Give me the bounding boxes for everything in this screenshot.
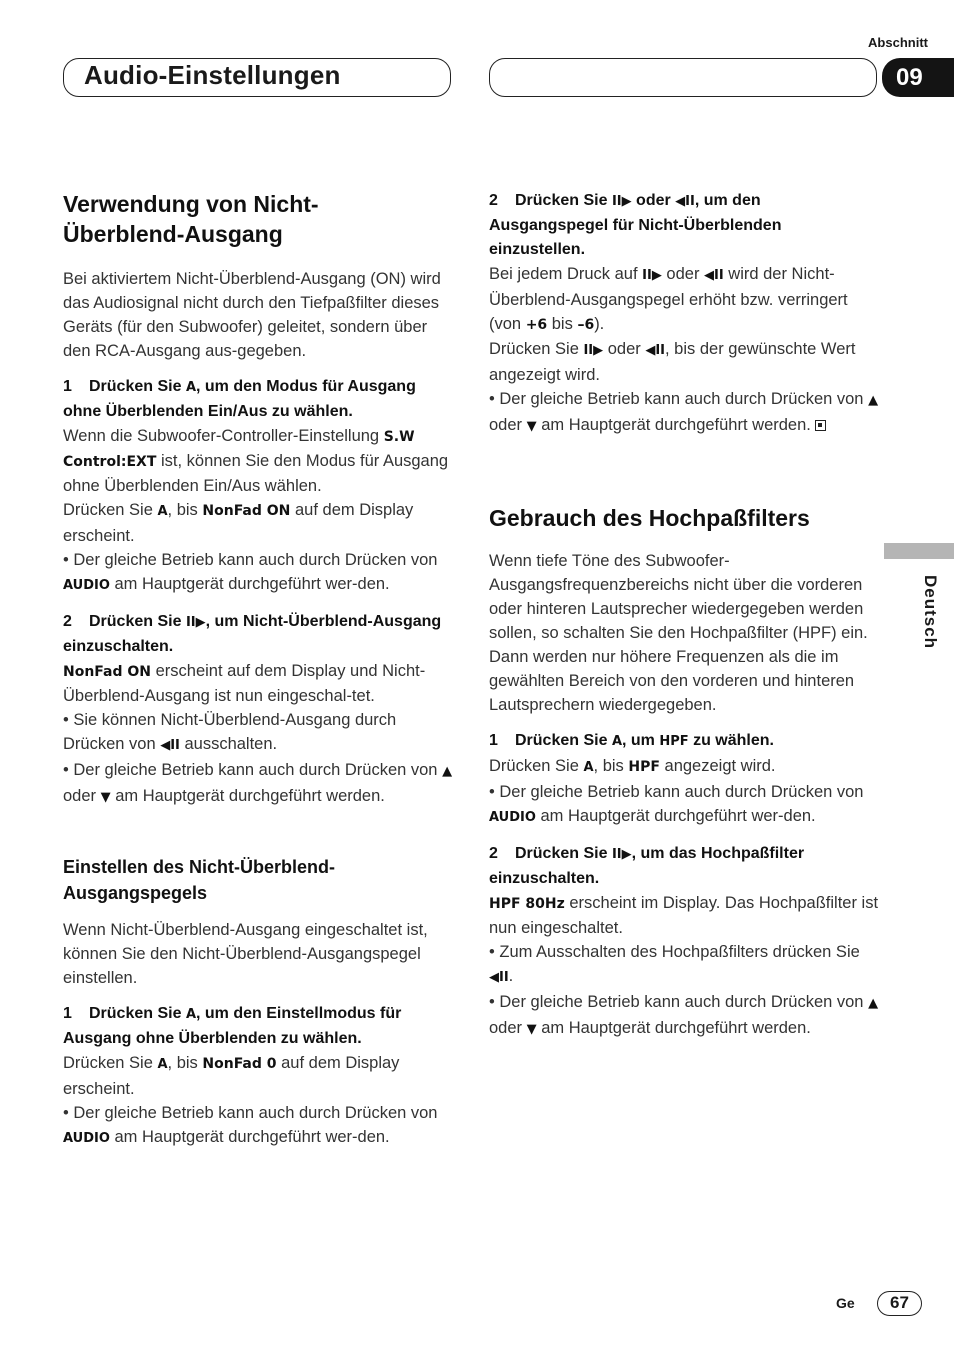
up-arrow-icon: ▲ [868, 393, 879, 408]
bullet-note [63, 758, 453, 810]
body-text: oder [63, 787, 101, 805]
a-key-label: A [185, 1007, 196, 1022]
play-pause-icon: II▶ [185, 615, 206, 630]
body-text: , bis [167, 1054, 203, 1072]
section-heading-non-fading: Verwendung von Nicht-Überblend-Ausgang [63, 191, 319, 247]
a-key-label: A [157, 504, 168, 519]
body-text: am Hauptgerät durchgeführt wer-den. [109, 575, 390, 593]
body-text: • Der gleiche Betrieb kann auch durch Drücken von [63, 1104, 438, 1122]
page-number: 67 [877, 1291, 922, 1316]
section-intro: Bei aktiviertem Nicht-Überblend-Ausgang (ON) wird das Audiosignal nicht durch den Tiefpaßfilter dieses Geräts (für den Subwoofer) geleitet, sondern über den RCA-Ausgang aus-gegeben. [63, 270, 441, 360]
back-pause-icon: ◀II [645, 343, 666, 358]
step-heading [63, 375, 453, 424]
body-text: erscheint auf dem Display und Nicht-Überblend-Ausgang ist nun eingeschal-tet. [63, 662, 426, 705]
audio-button-label: AUDIO [63, 1131, 110, 1146]
step-heading [489, 842, 879, 891]
section-heading-hpf: Gebrauch des Hochpaßfilters [489, 505, 810, 531]
body-text: ). [594, 315, 605, 333]
step-body [63, 498, 453, 548]
step-text: Drücken Sie [515, 845, 612, 862]
step-body [63, 659, 453, 708]
body-text: am Hauptgerät durchgeführt werden. [536, 416, 811, 434]
body-text: , bis der gewünschte Wert angezeigt wird. [489, 340, 856, 384]
body-text: am Hauptgerät durchgeführt wer-den. [535, 807, 816, 825]
display-text: –6 [577, 317, 595, 333]
body-text: erscheint im Display. Das Hochpaßfilter ist nun eingeschaltet. [489, 894, 879, 937]
step-body [489, 337, 879, 387]
step-body [63, 1051, 453, 1101]
step-body [489, 262, 879, 337]
step-text: Drücken Sie [89, 378, 186, 395]
step-heading [63, 1002, 453, 1051]
section-intro: Wenn tiefe Töne des Subwoofer-Ausgangsfrequenzbereichs nicht über die vorderen oder hinteren Lautsprecher wiedergegeben werden sollen, so schalten Sie den Hochpaßfilter (HPF) ein. Dann werden nur höhere Frequenzen als die im gewählten Bereich von den vorderen und hinteren Lautsprechern wiedergegeben. [489, 552, 868, 714]
bullet-note [63, 548, 453, 598]
audio-button-label: AUDIO [489, 810, 536, 825]
display-text: HPF [659, 734, 689, 749]
step-text: , um den Ausgangspegel für Nicht-Überblenden einzustellen. [489, 192, 782, 258]
body-text: • Der gleiche Betrieb kann auch durch Drücken von [63, 551, 438, 569]
bullet-note [489, 780, 879, 830]
down-arrow-icon: ▼ [100, 790, 111, 805]
body-text: Drücken Sie [63, 1054, 158, 1072]
bullet-note [63, 708, 453, 758]
step-text: Drücken Sie [515, 192, 612, 209]
step-number: 2 [489, 192, 498, 209]
down-arrow-icon: ▼ [526, 419, 537, 434]
up-arrow-icon: ▲ [868, 996, 879, 1011]
step-text: , um den Einstellmodus für Ausgang ohne Überblenden zu wählen. [63, 1005, 402, 1047]
side-tab-marker [884, 543, 954, 559]
display-text: S.W Control:EXT [63, 429, 415, 470]
step-number: 2 [489, 845, 498, 862]
play-pause-icon: II▶ [583, 343, 604, 358]
body-text: oder [489, 416, 527, 434]
body-text: Drücken Sie [489, 340, 584, 358]
body-text: auf dem Display erscheint. [63, 1054, 400, 1098]
a-key-label: A [157, 1057, 168, 1072]
subsection-heading-level: Einstellen des Nicht-Überblend-Ausgangspegels [63, 857, 336, 903]
body-text: angezeigt wird. [659, 757, 776, 775]
down-arrow-icon: ▼ [526, 1022, 537, 1037]
back-pause-icon: ◀II [675, 194, 695, 209]
a-key-label: A [583, 760, 594, 775]
step-number: 1 [63, 378, 72, 395]
body-text: • Der gleiche Betrieb kann auch durch Drücken von [489, 783, 864, 801]
footer-language-code: Ge [836, 1295, 855, 1311]
step-number: 2 [63, 613, 72, 630]
bullet-note [489, 387, 879, 439]
section-intro: Wenn Nicht-Überblend-Ausgang eingeschaltet ist, können Sie den Nicht-Überblend-Ausgangspegel einstellen. [63, 921, 428, 987]
bullet-note [489, 990, 879, 1042]
body-text: , bis [167, 501, 203, 519]
play-pause-icon: II▶ [611, 194, 632, 209]
body-text: • Der gleiche Betrieb kann auch durch Drücken von [489, 993, 869, 1011]
body-text: • Der gleiche Betrieb kann auch durch Drücken von [63, 761, 443, 779]
step-text: oder [631, 192, 676, 209]
step-number: 1 [489, 732, 498, 749]
body-text: am Hauptgerät durchgeführt werden. [110, 787, 385, 805]
body-text: • Zum Ausschalten des Hochpaßfilters drücken Sie [489, 943, 860, 961]
display-text: NonFad ON [202, 503, 291, 519]
bullet-note [489, 940, 879, 990]
bullet-note [63, 1101, 453, 1151]
body-text: oder [603, 340, 646, 358]
body-text: wird der Nicht-Überblend-Ausgangspegel erhöht bzw. verringert (von [489, 265, 848, 333]
step-number: 1 [63, 1005, 72, 1022]
display-text: HPF [628, 759, 660, 775]
step-body [489, 754, 879, 780]
audio-button-label: AUDIO [63, 578, 110, 593]
body-text: Drücken Sie [63, 501, 158, 519]
end-of-section-icon [815, 420, 826, 431]
step-body [489, 891, 879, 940]
body-text: auf dem Display erscheint. [63, 501, 414, 545]
step-heading [489, 729, 879, 754]
back-pause-icon: ◀II [704, 268, 724, 283]
step-text: , um Nicht-Überblend-Ausgang einzuschalten. [63, 613, 442, 655]
page-title: Audio-Einstellungen [84, 60, 341, 90]
play-pause-icon: II▶ [611, 847, 632, 862]
body-text: Wenn die Subwoofer-Controller-Einstellung [63, 427, 384, 445]
side-language-label: Deutsch [921, 575, 940, 650]
step-body [63, 424, 453, 498]
body-text: ausschalten. [179, 735, 278, 753]
body-text: ist, können Sie den Modus für Ausgang ohne Überblenden Ein/Aus wählen. [63, 452, 449, 495]
right-column [489, 189, 879, 1042]
body-text: oder [661, 265, 705, 283]
up-arrow-icon: ▲ [442, 764, 453, 779]
chapter-badge: 09 [882, 58, 954, 97]
section-label: Abschnitt [868, 35, 928, 50]
step-text: , um das Hochpaßfilter einzuschalten. [489, 845, 805, 887]
step-text: Drücken Sie [89, 1005, 186, 1022]
body-text: • Der gleiche Betrieb kann auch durch Drücken von [489, 390, 869, 408]
body-text: • Sie können Nicht-Überblend-Ausgang durch Drücken von [63, 711, 397, 753]
display-text: NonFad 0 [202, 1056, 277, 1072]
display-text: HPF 80Hz [489, 896, 565, 912]
step-text: , um [622, 732, 660, 749]
body-text: . [508, 967, 514, 985]
left-column [63, 189, 453, 1151]
step-text: zu wählen. [688, 732, 774, 749]
header-empty-frame [489, 58, 877, 97]
body-text: am Hauptgerät durchgeführt werden. [536, 1019, 811, 1037]
step-text: Drücken Sie [515, 732, 612, 749]
back-pause-icon: ◀II [489, 970, 509, 985]
body-text: bis [547, 315, 578, 333]
step-heading [63, 610, 453, 659]
step-text: Drücken Sie [89, 613, 186, 630]
display-text: +6 [525, 317, 548, 333]
play-pause-icon: II▶ [642, 268, 662, 283]
step-heading [489, 189, 879, 262]
display-text: NonFad ON [63, 664, 152, 680]
back-pause-icon: ◀II [160, 738, 180, 753]
body-text: am Hauptgerät durchgeführt wer-den. [109, 1128, 390, 1146]
a-key-label: A [611, 734, 622, 749]
body-text: Drücken Sie [489, 757, 584, 775]
body-text: , bis [593, 757, 629, 775]
body-text: oder [489, 1019, 527, 1037]
a-key-label: A [185, 380, 196, 395]
step-text: , um den Modus für Ausgang ohne Überblenden Ein/Aus zu wählen. [63, 378, 416, 420]
body-text: Bei jedem Druck auf [489, 265, 643, 283]
